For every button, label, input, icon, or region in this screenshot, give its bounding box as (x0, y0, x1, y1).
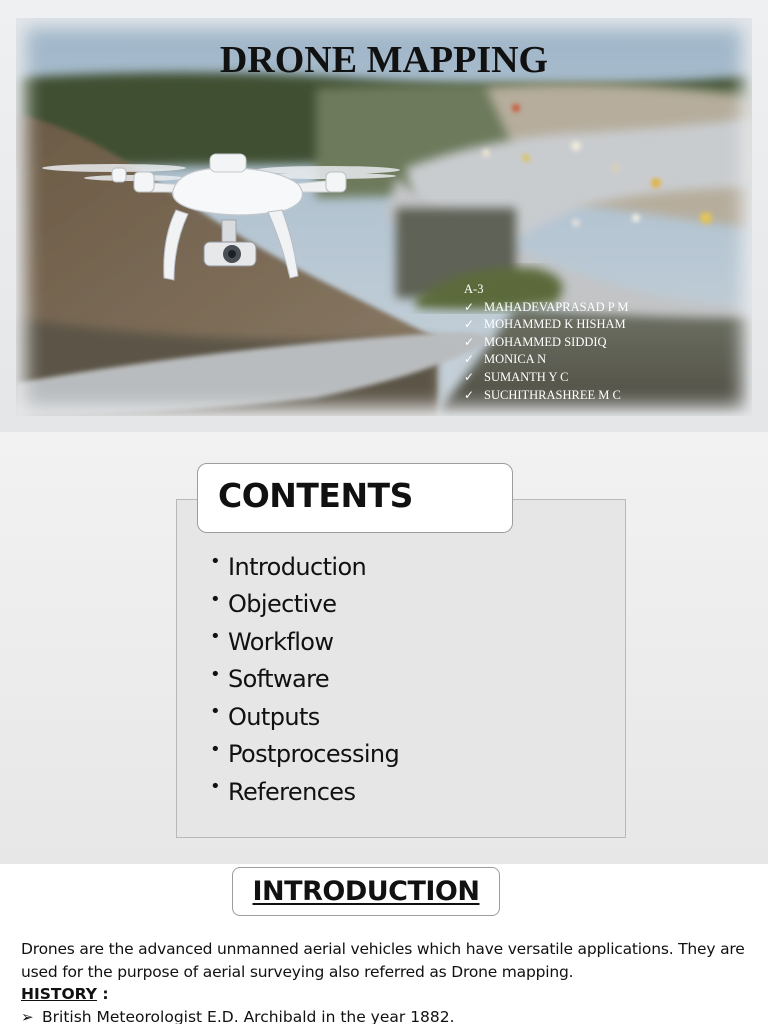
history-item-text: British Meteorologist E.D. Archibald in the year 1882. (42, 1008, 455, 1024)
bullet-icon: • (210, 626, 221, 648)
introduction-slide (0, 864, 768, 1024)
introduction-title-box (232, 867, 500, 916)
list-item (210, 586, 399, 624)
team-member (464, 351, 628, 369)
list-item (210, 773, 399, 811)
contents-title-box (197, 463, 513, 533)
member-name: MOHAMMED K HISHAM (484, 317, 626, 332)
title-slide (0, 0, 768, 432)
list-item (210, 698, 399, 736)
list-item-label: Outputs (228, 702, 320, 731)
list-item (210, 661, 399, 699)
member-name: MOHAMMED SIDDIQ (484, 334, 607, 349)
list-item (210, 736, 399, 774)
list-item (210, 548, 399, 586)
contents-list (210, 548, 399, 811)
arrow-bullet-icon: ➢ (21, 1008, 34, 1024)
checkmark-icon: ✓ (464, 369, 475, 384)
history-colon: : (96, 985, 109, 1003)
introduction-title: INTRODUCTION (252, 876, 480, 907)
list-item-label: Workflow (228, 627, 334, 656)
member-name: MONICA N (484, 352, 547, 367)
contents-slide (0, 432, 768, 864)
team-member (464, 387, 628, 405)
bullet-icon: • (210, 551, 221, 573)
checkmark-icon: ✓ (464, 317, 475, 332)
member-name: MAHADEVAPRASAD P M (484, 299, 629, 314)
list-item-label: Objective (228, 590, 337, 619)
history-item (21, 1008, 455, 1024)
list-item-label: References (228, 777, 356, 806)
bullet-icon: • (210, 701, 221, 723)
list-item-label: Postprocessing (228, 740, 400, 769)
history-label: HISTORY (21, 985, 97, 1003)
checkmark-icon: ✓ (464, 352, 475, 367)
contents-title: CONTENTS (218, 476, 413, 515)
member-name: SUMANTH Y C (484, 369, 569, 384)
bullet-icon: • (210, 738, 221, 760)
member-name: SUCHITHRASHREE M C (484, 387, 621, 402)
group-label: A-3 (464, 282, 484, 296)
team-member (464, 369, 628, 387)
team-member (464, 299, 628, 317)
checkmark-icon: ✓ (464, 334, 475, 349)
list-item-label: Introduction (228, 552, 367, 581)
list-item-label: Software (228, 665, 329, 694)
introduction-paragraph: Drones are the advanced unmanned aerial vehicles which have versatile applications. They are used for the purpose of aerial surveying also referred as Drone mapping. (21, 940, 745, 981)
bullet-icon: • (210, 663, 221, 685)
team-member (464, 334, 628, 352)
bullet-icon: • (210, 776, 221, 798)
team-member (464, 316, 628, 334)
checkmark-icon: ✓ (464, 387, 475, 402)
drone-illustration (36, 148, 436, 298)
history-heading (21, 985, 109, 1003)
slide-title: DRONE MAPPING (219, 39, 549, 81)
checkmark-icon: ✓ (464, 299, 475, 314)
team-list (464, 281, 628, 404)
bullet-icon: • (210, 588, 221, 610)
list-item (210, 623, 399, 661)
